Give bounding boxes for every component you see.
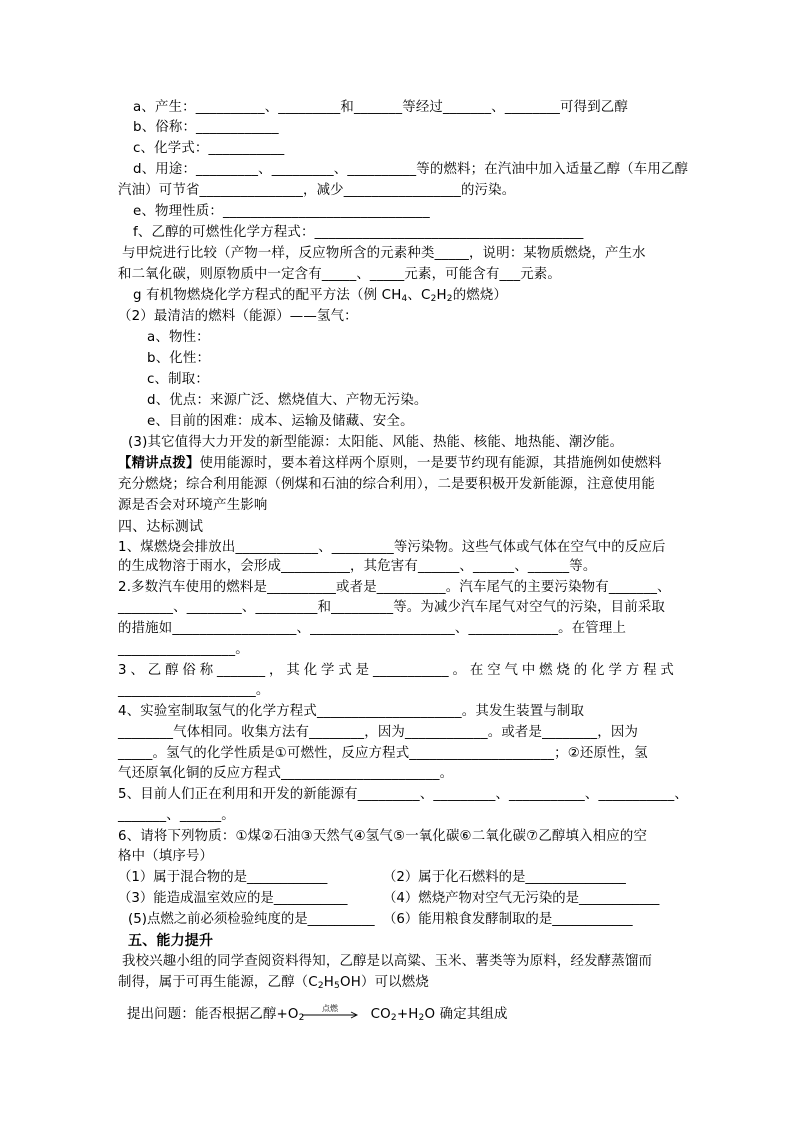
section-5-heading: 五、能力提升 [128,933,214,949]
q4-line-2: ________气体相同。收集方法有________，因为____________。或者是________，因为 [118,725,639,740]
q6-item-3: （3）能造成温室效应的是___________ [118,891,348,906]
q4-line-4: 气还原氧化铜的反应方程式_______________________。 [118,766,454,781]
q1-line-2: 的生成物溶于雨水，会形成__________，其危害有______、______、______等。 [118,559,597,574]
q4-line-3: _____。氢气的化学性质是①可燃性，反应方程式_____________________；②还原性，氢 [118,746,648,761]
line-balancing: g 有机物燃烧化学方程式的配平方法（例 $CH_4$、$C_2H_2$的燃烧） [133,288,508,304]
q6-line-2: 格中（填序号） [118,849,214,864]
q2-line-1: 2.多数汽车使用的燃料是__________或者是__________。汽车尾气的主要污染物有_______、 [118,580,671,595]
line-usage-1: d、用途：_________、_________、__________等的燃料；在汽油中加入适量乙醇（车用乙醇 [133,162,689,177]
q5-line-2: _______、______。 [118,808,235,823]
line-compare-1: 与甲烷进行比较（产物一样，反应物所含的元素种类_____，说明：某物质燃烧，产生水 [122,246,646,261]
line-formula: c、化学式：___________ [133,141,285,156]
q5-line-1: 5、目前人们正在利用和开发的新能源有_________、_________、___________、___________、 [118,787,688,802]
line-physical: e、物理性质：______________________________ [133,204,430,219]
q6-line-1: 6、请将下列物质：①煤②石油③天然气④氢气⑤一氧化碳⑥二氧化碳⑦乙醇填入相应的空 [118,829,648,844]
ignition-arrow-icon [300,1003,362,1025]
q6-item-5: (5)点燃之前必须检验纯度的是__________ [128,912,375,927]
line-common-name: b、俗称：____________ [133,120,279,135]
line-produce: a、产生：__________、_________和_______等经过_______、________可得到乙醇 [133,100,628,115]
q1-line-1: 1、煤燃烧会排放出____________、_________等污染物。这些气体或气体在空气中的反应后 [118,540,666,555]
q6-item-1: （1）属于混合物的是____________ [118,870,328,885]
q2-line-4: _________________。 [118,642,249,657]
question-prompt: 提出问题：能否根据乙醇$+O_2$ $CO_2+H_2O$ 确定其组成 [127,1007,508,1023]
q4-line-1: 4、实验室制取氢气的化学方程式_____________________。其发生装置与制取 [118,704,585,719]
line-tip-3: 源是否会对环境产生影响 [118,498,268,513]
line-tip-1: 【精讲点拨】使用能源时，要本着这样两个原则，一是要节约现有能源，其措施例如使燃料 [118,456,662,471]
line-hydrogen-advantage: d、优点：来源广泛、燃烧值大、产物无污染。 [147,393,428,408]
q2-line-2: ________、________、_________和_________等。为减少汽车尾气对空气的污染，目前采取 [118,600,666,615]
line-hydrogen-difficulty: e、目前的困难：成本、运输及储藏、安全。 [147,414,414,429]
ability-line-2: 制得，属于可再生能源，乙醇$(C_2H_5OH)$可以燃烧 [118,975,429,991]
ability-line-1: 我校兴趣小组的同学查阅资料得知，乙醇是以高粱、玉米、薯类等为原料，经发酵蒸馏而 [122,954,653,969]
q3-line-2: ____________________。 [118,683,270,698]
line-hydrogen-chemical: b、化性： [147,351,211,366]
q6-item-4: （4）燃烧产物对空气无污染的是____________ [383,891,660,906]
line-tip-2: 充分燃烧；综合利用能源（例煤和石油的综合利用），二是要积极开发新能源，注意使用能 [118,477,655,492]
q3-line-1: 3、乙醇俗称_______，其化学式是___________。在空气中燃烧的化学方程式 [118,663,674,678]
line-new-energy: (3)其它值得大力开发的新型能源：太阳能、风能、热能、核能、地热能、潮汐能。 [128,435,624,450]
line-hydrogen-prep: c、制取： [147,372,209,387]
q6-item-2: （2）属于化石燃料的是_______________ [383,870,626,885]
line-compare-2: 和二氧化碳，则原物质中一定含有_____、_____元素，可能含有___元素。 [118,267,561,282]
section-4-heading: 四、达标测试 [118,519,204,535]
q6-item-6: （6）能用粮食发酵制取的是____________ [383,912,633,927]
line-hydrogen-heading: （2）最清洁的燃料（能源）——氢气： [118,309,358,324]
line-usage-2: 汽油）可节省_______________，减少_________________的污染。 [118,183,516,198]
q2-line-3: 的措施如__________________、_____________________、_____________。在管理上 [118,621,627,636]
line-hydrogen-physical: a、物性： [147,330,210,345]
arrow-label: 点燃 [322,1004,338,1013]
line-combustion-eq: f、乙醇的可燃性化学方程式：_______________________________________ [133,225,584,240]
